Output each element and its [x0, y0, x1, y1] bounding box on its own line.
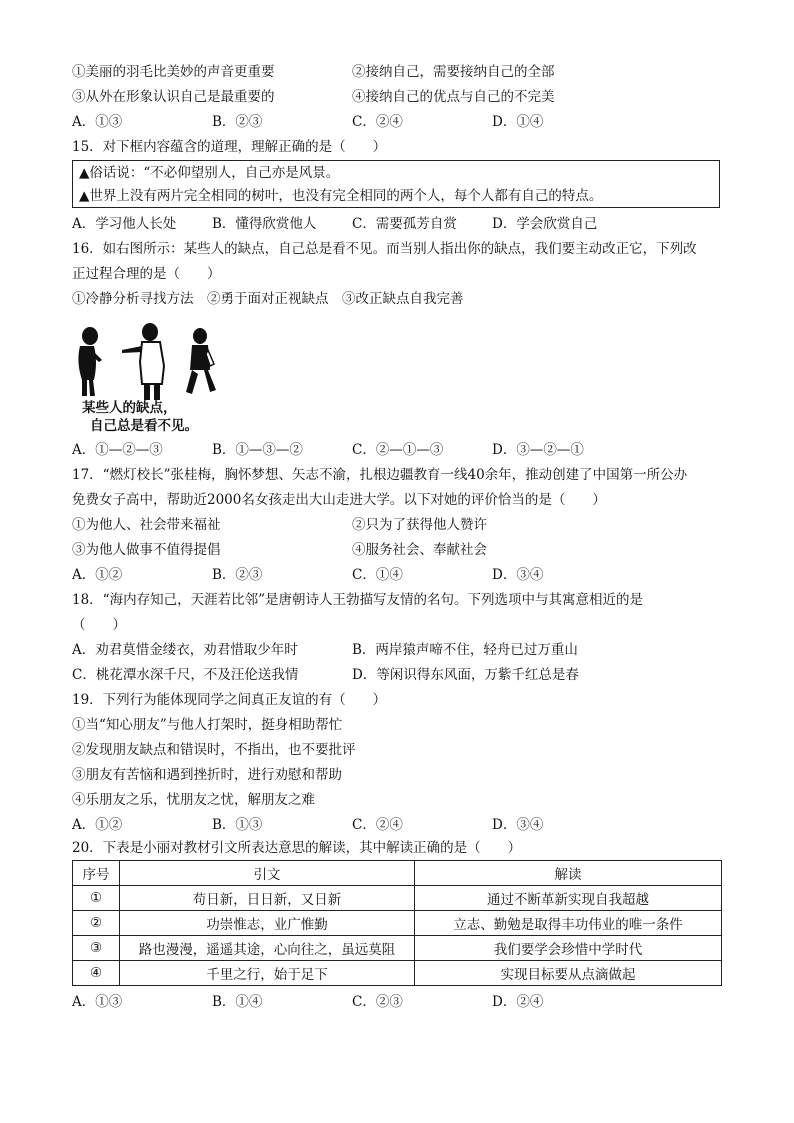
q20-choice-b: B．①④: [212, 994, 263, 1010]
q14-choice-b: B．②③: [212, 114, 263, 130]
q16-choice-b: B．①—③—②: [212, 442, 303, 458]
q15-choice-b: B．懂得欣赏他人: [212, 216, 317, 232]
row-index: ②: [73, 911, 120, 936]
table-row: [73, 936, 722, 961]
q19-option-1: ①当“知心朋友”与他人打架时，挺身相助帮忙: [72, 717, 343, 733]
q14-choice-c: C．②④: [352, 114, 403, 130]
q18-stem-line-2: （ ）: [72, 617, 126, 633]
q17-choice-c: C．①④: [352, 567, 403, 583]
q15-box-line-1: ▲俗话说：“不必仰望别人，自己亦是风景。: [79, 165, 340, 181]
q19-choice-d: D．③④: [492, 817, 544, 833]
q15-quote-box: [72, 160, 720, 208]
row-index: ①: [73, 886, 120, 911]
q19-option-2: ②发现朋友缺点和错误时，不指出，也不要批评: [72, 742, 356, 758]
row-interpretation: 我们要学会珍惜中学时代: [415, 936, 722, 961]
row-interpretation: 立志、勤勉是取得丰功伟业的唯一条件: [415, 911, 722, 936]
q19-option-4: ④乐朋友之乐，忧朋友之忧，解朋友之难: [72, 792, 315, 808]
row-quote: 功崇惟志，业广惟勤: [120, 911, 415, 936]
q16-caption-line-2: 自己总是看不见。: [90, 418, 198, 434]
q15-stem: 15．对下框内容蕴含的道理，理解正确的是（ ）: [72, 139, 387, 155]
q18-stem-line-1: 18．“海内存知己，天涯若比邻”是唐朝诗人王勃描写友情的名句。下列选项中与其寓意相近的是: [72, 592, 643, 608]
q14-option-2: ②接纳自己，需要接纳自己的全部: [352, 64, 555, 80]
q15-box-line-2: ▲世界上没有两片完全相同的树叶，也没有完全相同的两个人，每个人都有自己的特点。: [79, 188, 603, 204]
q16-choice-d: D．③—②—①: [492, 442, 584, 458]
q17-option-2: ②只为了获得他人赞许: [352, 517, 487, 533]
q19-stem: 19．下列行为能体现同学之间真正友谊的有（ ）: [72, 692, 387, 708]
q19-choice-b: B．①③: [212, 817, 263, 833]
q14-option-3: ③从外在形象认识自己是最重要的: [72, 89, 275, 105]
row-quote: 路也漫漫，遥遥其途，心向往之，虽远莫阻: [120, 936, 415, 961]
table-row: [73, 911, 722, 936]
q20-choice-d: D．②④: [492, 994, 544, 1010]
row-quote: 千里之行，始于足下: [120, 961, 415, 986]
q16-caption-line-1: 某些人的缺点，: [82, 400, 177, 416]
q18-choice-c: C．桃花潭水深千尺，不及汪伦送我情: [72, 667, 299, 683]
table-row: [73, 886, 722, 911]
q17-choice-d: D．③④: [492, 567, 544, 583]
q17-choice-b: B．②③: [212, 567, 263, 583]
q17-option-4: ④服务社会、奉献社会: [352, 542, 487, 558]
q14-option-1: ①美丽的羽毛比美妙的声音更重要: [72, 64, 275, 80]
q17-stem-line-1: 17．“燃灯校长”张桂梅，胸怀梦想、矢志不渝，扎根边疆教育一线40余年，推动创建了中国第一所公办: [72, 467, 688, 483]
q16-cartoon: [72, 322, 222, 434]
q20-stem: 20．下表是小丽对教材引文所表达意思的解读，其中解读正确的是（ ）: [72, 840, 522, 856]
q16-items: ①冷静分析寻找方法 ②勇于面对正视缺点 ③改正缺点自我完善: [72, 291, 464, 307]
q14-option-4: ④接纳自己的优点与自己的不完美: [352, 89, 555, 105]
row-quote: 苟日新，日日新，又日新: [120, 886, 415, 911]
q18-choice-a: A．劝君莫惜金缕衣，劝君惜取少年时: [72, 642, 298, 658]
row-index: ③: [73, 936, 120, 961]
table-row: [73, 961, 722, 986]
q15-choice-a: A．学习他人长处: [72, 216, 177, 232]
row-interpretation: 实现目标要从点滴做起: [415, 961, 722, 986]
header-interpretation: 解读: [415, 861, 722, 886]
q15-choice-c: C．需要孤芳自赏: [352, 216, 457, 232]
row-interpretation: 通过不断革新实现自我超越: [415, 886, 722, 911]
header-quote: 引文: [120, 861, 415, 886]
q20-choice-a: A．①③: [72, 994, 123, 1010]
q19-choice-c: C．②④: [352, 817, 403, 833]
q20-choice-c: C．②③: [352, 994, 403, 1010]
header-index: 序号: [73, 861, 120, 886]
q18-choice-d: D．等闲识得东风面，万紫千红总是春: [352, 667, 579, 683]
q18-choice-b: B．两岸猿声啼不住，轻舟已过万重山: [352, 642, 578, 658]
row-index: ④: [73, 961, 120, 986]
q19-option-3: ③朋友有苦恼和遇到挫折时，进行劝慰和帮助: [72, 767, 342, 783]
q16-choice-c: C．②—①—③: [352, 442, 444, 458]
q15-choice-d: D．学会欣赏自己: [492, 216, 598, 232]
q17-option-3: ③为他人做事不值得提倡: [72, 542, 221, 558]
q16-stem-line-1: 16．如右图所示：某些人的缺点，自己总是看不见。而当别人指出你的缺点，我们要主动改正它，下列改: [72, 241, 697, 257]
q17-option-1: ①为他人、社会带来福祉: [72, 517, 221, 533]
q20-table: [72, 860, 722, 986]
q16-stem-line-2: 正过程合理的是（ ）: [72, 266, 221, 282]
q17-stem-line-2: 免费女子高中，帮助近2000名女孩走出大山走进大学。以下对她的评价恰当的是（ ）: [72, 492, 606, 508]
table-header-row: [73, 861, 722, 886]
q16-choice-a: A．①—②—③: [72, 442, 163, 458]
q17-choice-a: A．①②: [72, 567, 123, 583]
q14-choice-a: A．①③: [72, 114, 123, 130]
q14-choice-d: D．①④: [492, 114, 544, 130]
q19-choice-a: A．①②: [72, 817, 123, 833]
